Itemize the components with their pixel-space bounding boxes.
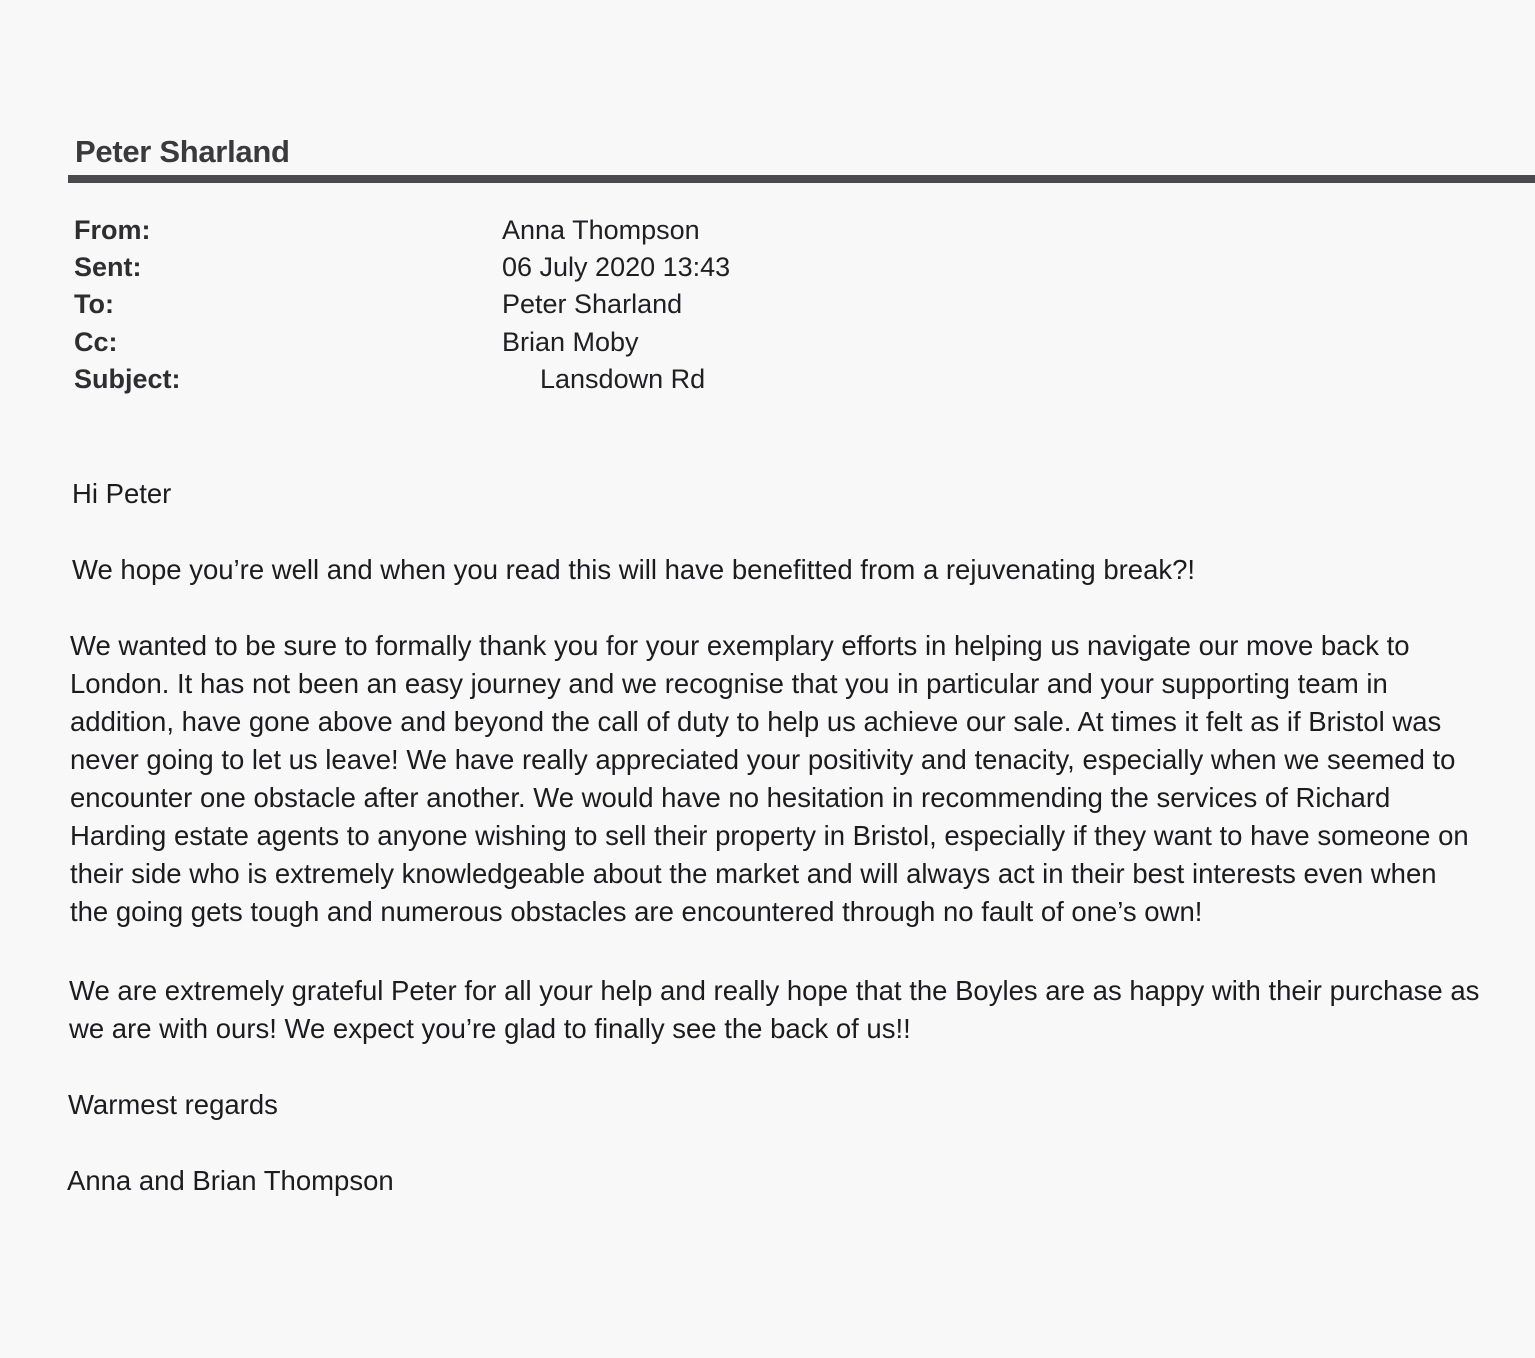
paragraph-1: We hope you’re well and when you read this will have benefitted from a rejuvenating break?! xyxy=(72,554,1196,585)
to-label: To: xyxy=(74,289,114,319)
subject-value: Lansdown Rd xyxy=(540,364,706,394)
paragraph-2-line: never going to let us leave! We have really appreciated your positivity and tenacity, especially when we seemed to xyxy=(70,744,1456,775)
cc-value: Brian Moby xyxy=(502,327,639,357)
paragraph-3 xyxy=(69,972,1534,1048)
sent-value: 06 July 2020 13:43 xyxy=(502,252,731,282)
cc-label: Cc: xyxy=(74,327,118,357)
paragraph-2-line: the going gets tough and numerous obstacles are encountered through no fault of one’s own! xyxy=(70,896,1203,927)
from-label: From: xyxy=(74,215,151,245)
signature: Anna and Brian Thompson xyxy=(67,1165,394,1196)
from-value: Anna Thompson xyxy=(502,215,700,245)
paragraph-2 xyxy=(70,627,1535,931)
paragraph-2-line: encounter one obstacle after another. We would have no hesitation in recommending the services of Richard xyxy=(70,782,1391,813)
paragraph-2-line: London. It has not been an easy journey and we recognise that you in particular and your supporting team in xyxy=(70,668,1388,699)
subject-label: Subject: xyxy=(74,364,181,394)
paragraph-2-line: Harding estate agents to anyone wishing to sell their property in Bristol, especially if they want to have someone on xyxy=(70,820,1469,851)
paragraph-3-line: We are extremely grateful Peter for all your help and really hope that the Boyles are as happy with their purchase as xyxy=(69,975,1480,1006)
mailbox-owner-name: Peter Sharland xyxy=(75,134,290,169)
greeting: Hi Peter xyxy=(72,478,172,509)
header-divider xyxy=(68,175,1535,183)
paragraph-3-line: we are with ours! We expect you’re glad to finally see the back of us!! xyxy=(69,1013,911,1044)
paragraph-2-line: their side who is extremely knowledgeable about the market and will always act in their best interests even when xyxy=(70,858,1437,889)
paragraph-2-line: addition, have gone above and beyond the call of duty to help us achieve our sale. At times it felt as if Bristol was xyxy=(70,706,1442,737)
paragraph-2-line: We wanted to be sure to formally thank you for your exemplary efforts in helping us navigate our move back to xyxy=(70,630,1410,661)
closing: Warmest regards xyxy=(68,1089,278,1120)
to-value: Peter Sharland xyxy=(502,289,683,319)
sent-label: Sent: xyxy=(74,252,142,282)
